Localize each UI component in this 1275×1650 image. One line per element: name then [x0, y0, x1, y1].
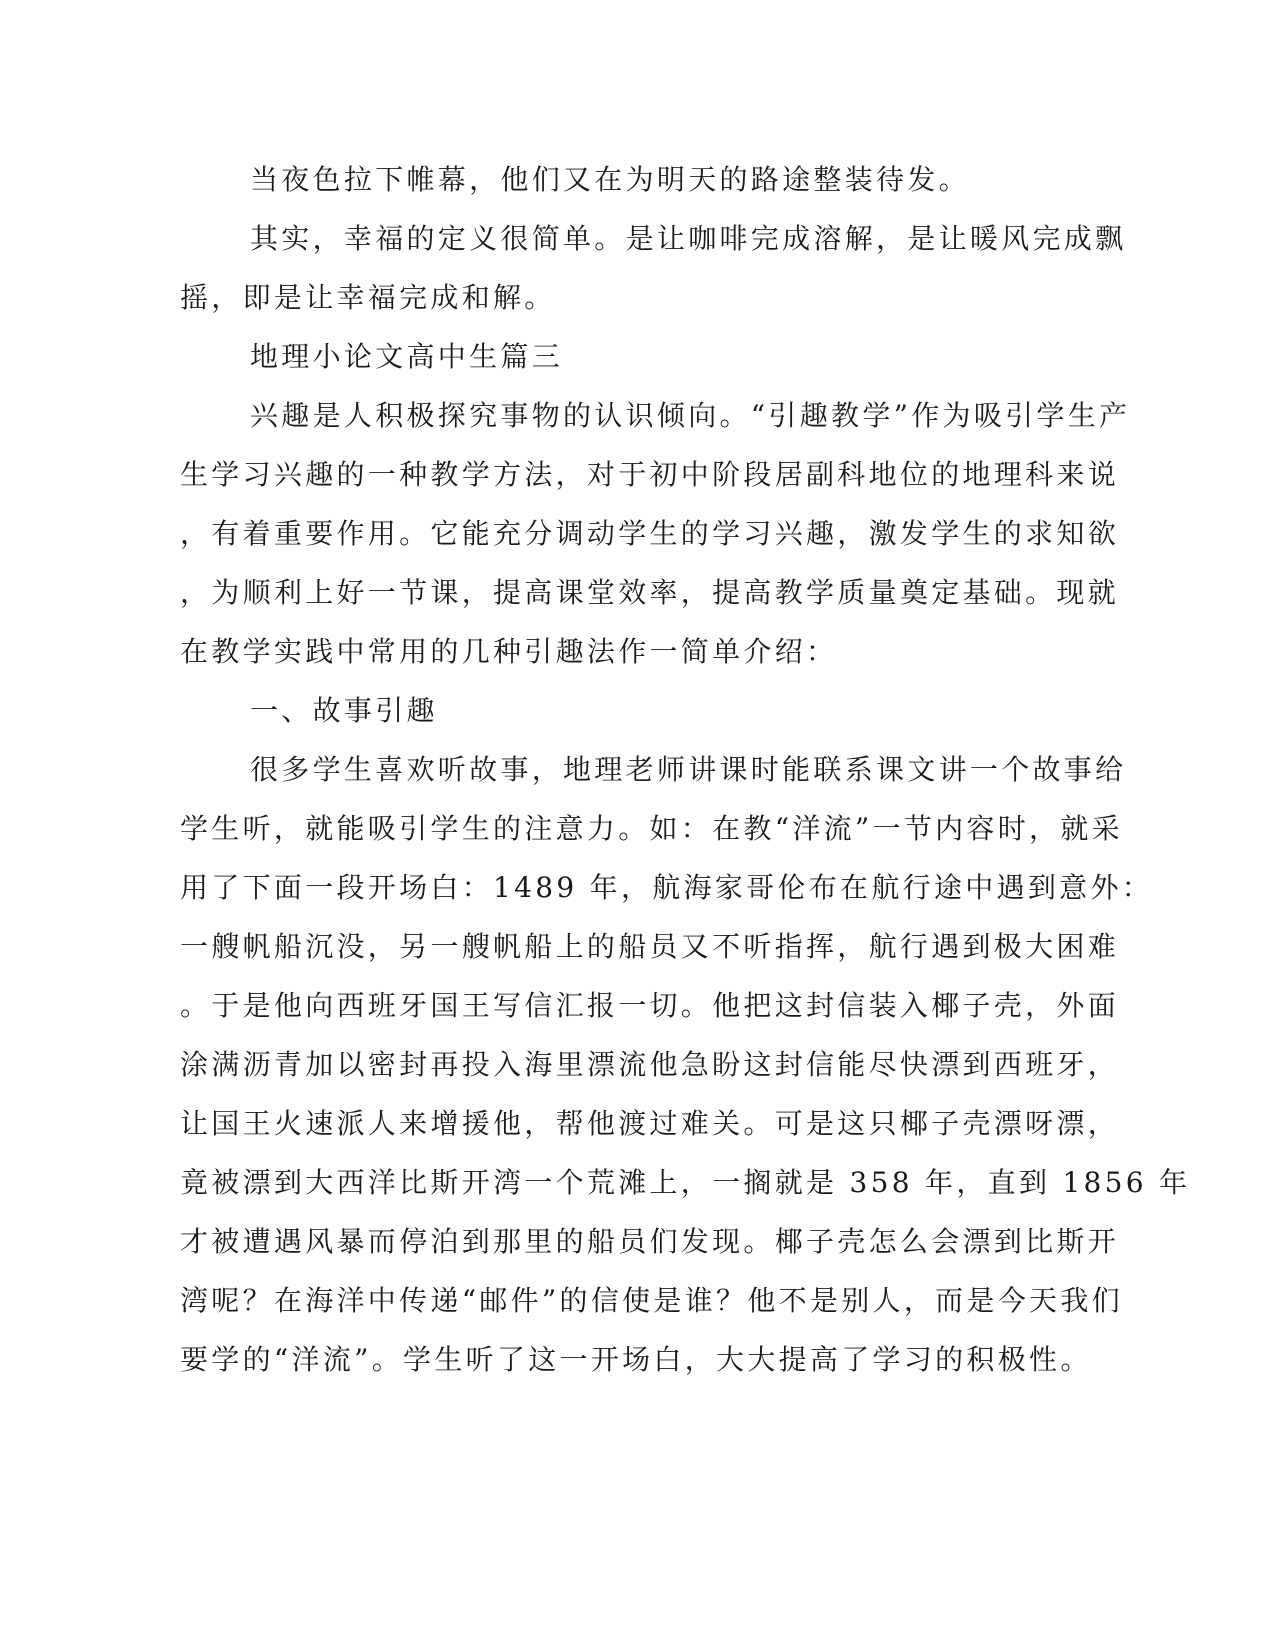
paragraph-line: 要学的“洋流”。学生听了这一开场白，大大提高了学习的积极性。 — [180, 1343, 1092, 1376]
paragraph-line: 竟被漂到大西洋比斯开湾一个荒滩上，一搁就是 358 年，直到 1856 年 — [180, 1166, 1191, 1199]
section-heading: 地理小论文高中生篇三 — [250, 340, 564, 373]
paragraph-line: 在教学实践中常用的几种引趣法作一简单介绍： — [180, 635, 838, 668]
paragraph-line: 。于是他向西班牙国王写信汇报一切。他把这封信装入椰子壳，外面 — [180, 989, 1120, 1022]
paragraph-line: 很多学生喜欢听故事，地理老师讲课时能联系课文讲一个故事给 — [250, 753, 1127, 786]
paragraph-line: 涂满沥青加以密封再投入海里漂流他急盼这封信能尽快漂到西班牙， — [180, 1048, 1120, 1081]
paragraph-line: 生学习兴趣的一种教学方法，对于初中阶段居副科地位的地理科来说 — [180, 458, 1120, 491]
paragraph-line: ，为顺利上好一节课，提高课堂效率，提高教学质量奠定基础。现就 — [180, 576, 1120, 609]
paragraph-line: 才被遭遇风暴而停泊到那里的船员们发现。椰子壳怎么会漂到比斯开 — [180, 1225, 1120, 1258]
paragraph-line: 摇，即是让幸福完成和解。 — [180, 281, 556, 314]
paragraph-line: 当夜色拉下帷幕，他们又在为明天的路途整装待发。 — [250, 163, 970, 196]
paragraph-line: 兴趣是人积极探究事物的认识倾向。“引趣教学”作为吸引学生产 — [250, 399, 1131, 432]
paragraph-line: 学生听，就能吸引学生的注意力。如：在教“洋流”一节内容时，就采 — [180, 812, 1123, 845]
paragraph-line: 让国王火速派人来增援他，帮他渡过难关。可是这只椰子壳漂呀漂， — [180, 1107, 1120, 1140]
paragraph-line: 其实，幸福的定义很简单。是让咖啡完成溶解，是让暖风完成飘 — [250, 222, 1127, 255]
paragraph-line: 湾呢？在海洋中传递“邮件”的信使是谁？他不是别人，而是今天我们 — [180, 1284, 1123, 1317]
paragraph-line: ，有着重要作用。它能充分调动学生的学习兴趣，激发学生的求知欲 — [180, 517, 1120, 550]
subsection-heading: 一、故事引趣 — [250, 694, 438, 727]
paragraph-line: 用了下面一段开场白：1489 年，航海家哥伦布在航行途中遇到意外： — [180, 871, 1154, 904]
paragraph-line: 一艘帆船沉没，另一艘帆船上的船员又不听指挥，航行遇到极大困难 — [180, 930, 1120, 963]
